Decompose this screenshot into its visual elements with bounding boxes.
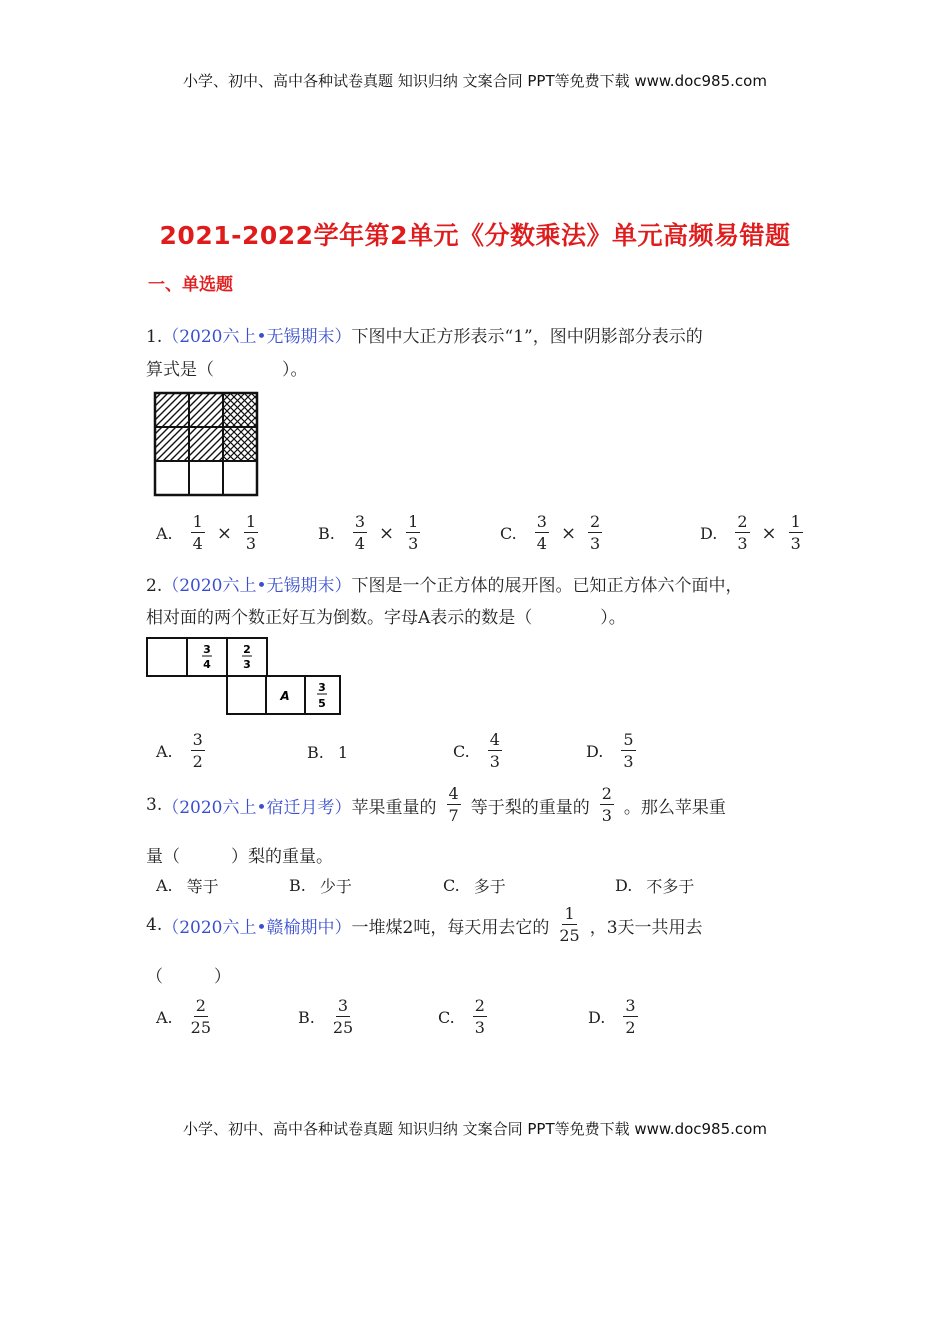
q1-source: （2020六上•无锡期末）	[162, 327, 352, 347]
q4-a-fraction: $\frac{2}{25}$	[190, 996, 211, 1037]
q3-fraction-2: $\frac{2}{3}$	[601, 784, 612, 825]
q1-b-fraction-2: $\frac{1}{3}$	[408, 512, 419, 553]
q4-d-fraction: $\frac{3}{2}$	[625, 996, 636, 1037]
page-header: 小学、初中、高中各种试卷真题 知识归纳 文案合同 PPT等免费下载 www.doc985.com	[183, 72, 767, 90]
q4-source: （2020六上•赣榆期中）	[162, 917, 352, 938]
q1-a-fraction-2: $\frac{1}{3}$	[245, 512, 257, 553]
q1-c-fraction-1: $\frac{3}{4}$	[536, 512, 547, 553]
q2-line1	[146, 571, 743, 596]
q2-a-fraction: $\frac{3}{2}$	[192, 730, 203, 771]
q4-line2: （ ）	[146, 967, 231, 987]
q3-option-d[interactable]: D. 不多于	[615, 876, 695, 896]
q1-a-fraction-1: $\frac{1}{4}$	[192, 512, 203, 553]
net-cell-1-num: 3	[203, 643, 211, 656]
q2-number: 2.	[146, 576, 163, 596]
q4-option-b[interactable]: B. $\frac{3}{25}$	[298, 996, 354, 1037]
net-cell-letter: A	[280, 689, 290, 703]
q4-option-c[interactable]: C. $\frac{2}{3}$	[438, 996, 485, 1037]
q2-d-fraction: $\frac{5}{3}$	[623, 730, 634, 771]
q2-c-fraction: $\frac{4}{3}$	[489, 730, 500, 771]
q1-option-d[interactable]: D. $\frac{2}{3}$ × $\frac{1}{3}$	[700, 512, 801, 553]
q1-d-fraction-1: $\frac{2}{3}$	[737, 512, 748, 553]
q3-fraction-1: $\frac{4}{7}$	[448, 784, 459, 825]
q3-option-c[interactable]: C. 多于	[443, 876, 506, 896]
page-footer: 小学、初中、高中各种试卷真题 知识归纳 文案合同 PPT等免费下载 www.doc985.com	[183, 1120, 767, 1138]
q1-option-c[interactable]: C. $\frac{3}{4}$ × $\frac{2}{3}$	[500, 512, 601, 553]
q2-option-b[interactable]: B. 1	[307, 743, 349, 762]
q1-option-b[interactable]: B. $\frac{3}{4}$ × $\frac{1}{3}$	[318, 512, 419, 553]
q1-c-fraction-2: $\frac{2}{3}$	[590, 512, 601, 553]
q1-text: 下图中大正方形表示“1”，图中阴影部分表示的	[351, 327, 703, 347]
q2-source: （2020六上•无锡期末）	[162, 576, 352, 596]
q3-option-b[interactable]: B. 少于	[289, 876, 352, 896]
q4-number: 4.	[146, 915, 163, 935]
net-cell-2-den: 3	[243, 658, 251, 671]
q3-source: （2020六上•宿迁月考）	[162, 797, 352, 818]
q2-cube-net-figure	[144, 636, 344, 718]
net-cell-2-num: 2	[243, 643, 251, 656]
net-cell-1-den: 4	[203, 658, 211, 671]
q4-option-d[interactable]: D. $\frac{3}{2}$	[588, 996, 636, 1037]
q4-fraction: $\frac{1}{25}$	[559, 904, 580, 945]
q1-number: 1.	[146, 327, 163, 347]
net-cell-3-den: 5	[318, 697, 326, 710]
q2-option-d[interactable]: D. $\frac{5}{3}$	[586, 730, 634, 771]
q1-d-fraction-2: $\frac{1}{3}$	[790, 512, 801, 553]
q4-option-a[interactable]: A. $\frac{2}{25}$	[156, 996, 211, 1037]
q3-line1: 3. （2020六上•宿迁月考） 苹果重量的 $\frac{4}{7}$ 等于梨的重量的 $\frac{2}{3}$ 。那么苹果重	[146, 784, 726, 825]
q3-line2: 量（ ）梨的重量。	[146, 847, 333, 867]
q2-text: 下图是一个正方体的展开图。已知正方体六个面中，	[351, 576, 743, 596]
q1-line2: 算式是（ ）。	[146, 360, 308, 380]
section-heading: 一、单选题	[148, 275, 233, 295]
q4-b-fraction: $\frac{3}{25}$	[332, 996, 354, 1037]
net-cell-3-num: 3	[318, 681, 326, 694]
q4-line1: 4. （2020六上•赣榆期中） 一堆煤2吨，每天用去它的 $\frac{1}{25}$ ，3天一共用去	[146, 904, 703, 945]
q2-option-c[interactable]: C. $\frac{4}{3}$	[453, 730, 500, 771]
q1-grid-figure	[150, 390, 262, 500]
q3-option-a[interactable]: A. 等于	[156, 876, 219, 896]
q3-number: 3.	[146, 795, 163, 815]
q4-c-fraction: $\frac{2}{3}$	[474, 996, 485, 1037]
q2-line2: 相对面的两个数正好互为倒数。字母A表示的数是（ ）。	[146, 608, 626, 628]
q1-option-a[interactable]: A. $\frac{1}{4}$ × $\frac{1}{3}$	[156, 512, 257, 553]
q2-option-a[interactable]: A. $\frac{3}{2}$	[156, 730, 203, 771]
q1-b-fraction-1: $\frac{3}{4}$	[354, 512, 366, 553]
page-title: 2021-2022学年第2单元《分数乘法》单元高频易错题	[159, 221, 791, 250]
q1-line1	[146, 322, 703, 347]
